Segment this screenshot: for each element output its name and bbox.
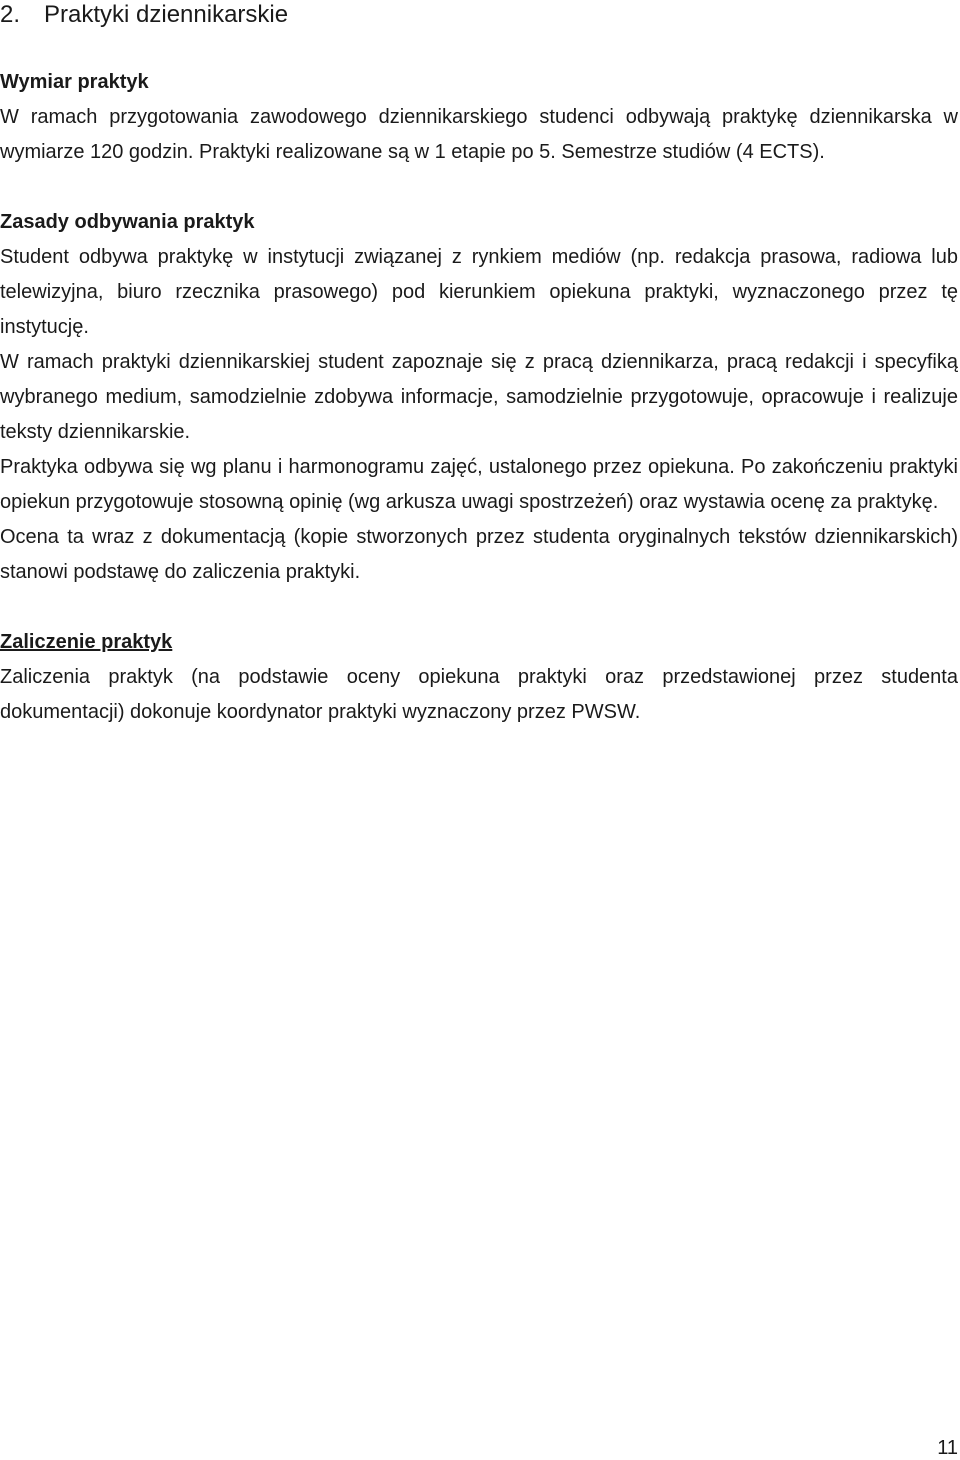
- paragraph: Praktyka odbywa się wg planu i harmonogramu zajęć, ustalonego przez opiekuna. Po zakończeniu praktyki opiekun przygotowuje stosowną opinię (wg arkusza uwagi spostrzeżeń) oraz wystawia ocenę za praktykę.: [0, 456, 958, 513]
- section-heading-zaliczenie: Zaliczenie praktyk: [0, 631, 173, 653]
- paragraph: W ramach praktyki dziennikarskiej student zapoznaje się z pracą dziennikarza, pracą redakcji i specyfiką wybranego medium, samodzielnie zdobywa informacje, samodzielnie przygotowuje, opracowuje i realizuje teksty dziennikarskie.: [0, 351, 958, 443]
- chapter-title: [0, 0, 958, 30]
- page-content: [0, 0, 958, 730]
- spacer: [0, 590, 958, 625]
- section-heading-zasady: Zasady odbywania praktyk: [0, 211, 255, 233]
- section-zaliczenie: [0, 625, 958, 730]
- chapter-number: 2.: [0, 1, 21, 28]
- paragraph: W ramach przygotowania zawodowego dziennikarskiego studenci odbywają praktykę dziennikarska w wymiarze 120 godzin. Praktyki realizowane są w 1 etapie po 5. Semestrze studiów (4 ECTS).: [0, 106, 958, 163]
- paragraph: Ocena ta wraz z dokumentacją (kopie stworzonych przez studenta oryginalnych tekstów dziennikarskich) stanowi podstawę do zaliczenia praktyki.: [0, 526, 958, 583]
- section-wymiar: [0, 65, 958, 170]
- spacer: [0, 170, 958, 205]
- section-heading-wymiar: Wymiar praktyk: [0, 71, 149, 93]
- paragraph: Student odbywa praktykę w instytucji związanej z rynkiem mediów (np. redakcja prasowa, radiowa lub telewizyjna, biuro rzecznika prasowego) pod kierunkiem opiekuna praktyki, wyznaczonego przez tę instytucję.: [0, 246, 958, 338]
- paragraph: Zaliczenia praktyk (na podstawie oceny opiekuna praktyki oraz przedstawionej przez studenta dokumentacji) dokonuje koordynator praktyki wyznaczony przez PWSW.: [0, 666, 958, 723]
- chapter-title-text: Praktyki dziennikarskie: [44, 1, 289, 28]
- section-zasady: [0, 205, 958, 590]
- page-number: 11: [937, 1437, 958, 1459]
